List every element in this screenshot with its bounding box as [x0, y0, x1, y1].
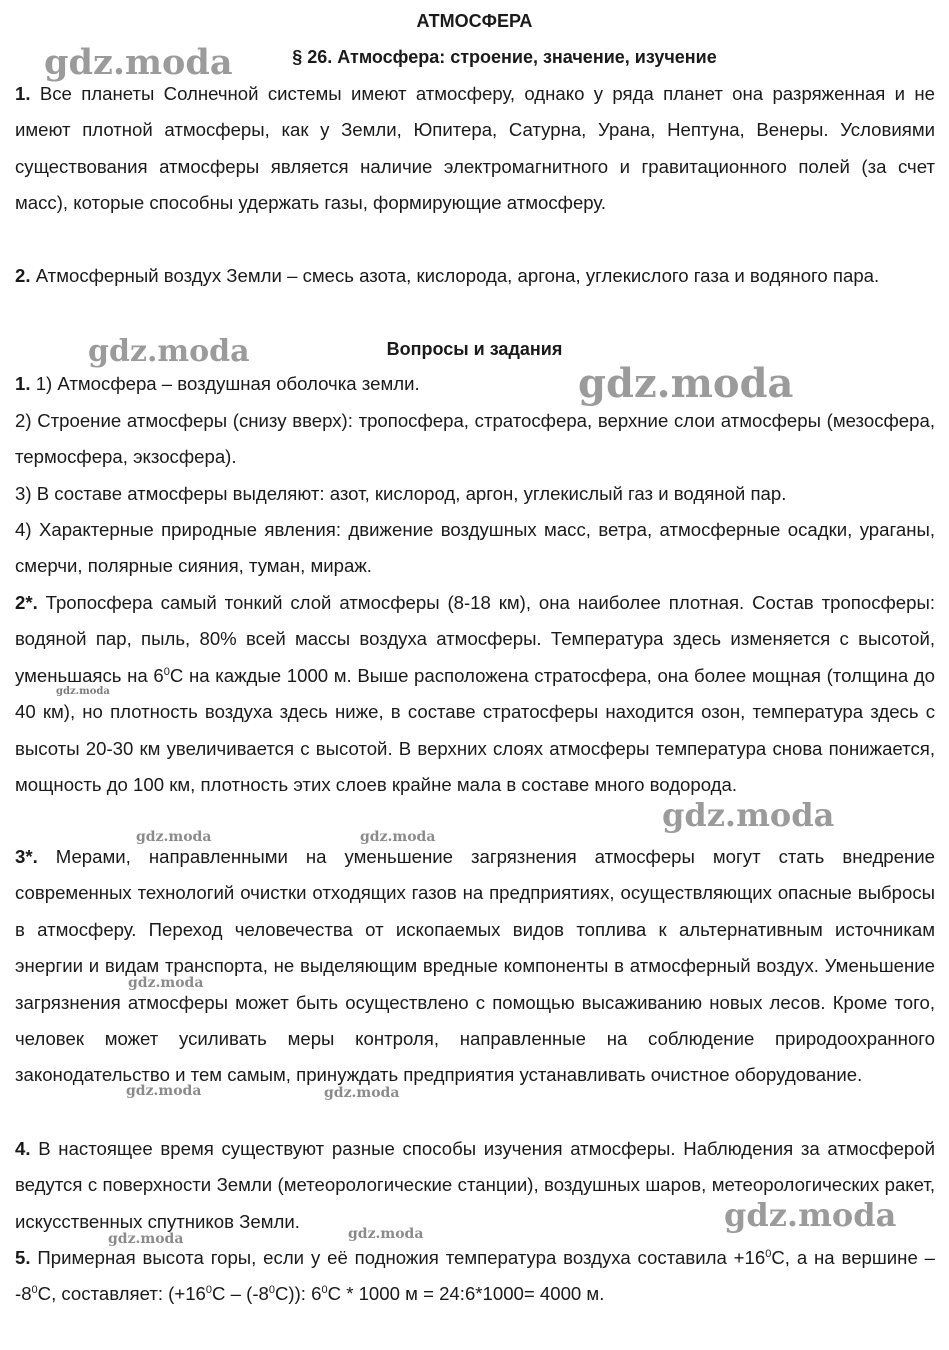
watermark: gdz.moda — [56, 686, 110, 697]
answer-text: Примерная высота горы, если у её подножия температура воздуха составила +16 — [37, 1247, 766, 1268]
degree-sup: 0 — [163, 665, 170, 678]
intro-paragraph-2 — [15, 258, 935, 294]
answer-1-item-2: 2) Строение атмосферы (снизу вверх): тропосфера, стратосфера, верхние слои атмосферы (мезосфера, термосфера, экзосфера). — [15, 410, 935, 468]
paragraph-text: Атмосферный воздух Земли – смесь азота, кислорода, аргона, углекислого газа и водяного пара. — [35, 265, 880, 286]
degree-sup: 0 — [31, 1284, 38, 1297]
answer-text: В настоящее время существуют разные способы изучения атмосферы. Наблюдения за атмосферой ведутся с поверхности Земли (метеорологические станции), воздушных шаров, метеорологических ракет, искусственных спутников Земли. — [15, 1138, 935, 1232]
answer-1-item-3: 3) В составе атмосферы выделяют: азот, кислород, аргон, углекислый газ и водяной пар. — [15, 483, 787, 504]
watermark: gdz.moda — [724, 1196, 897, 1234]
questions-heading: Вопросы и задания — [386, 339, 563, 359]
degree-sup: 0 — [321, 1284, 328, 1297]
intro-paragraph-1 — [15, 76, 935, 222]
answer-2 — [15, 585, 935, 803]
degree-sup: 0 — [765, 1248, 772, 1260]
answer-1-line-1 — [15, 366, 935, 402]
section-title: § 26. Атмосфера: строение, значение, изучение — [292, 47, 717, 67]
paragraph-text: Все планеты Солнечной системы имеют атмосферу, однако у ряда планет она разряженная и не имеют плотной атмосферы, как у Земли, Юпитера, Сатурна, Урана, Нептуна, Венеры. Условиями существования атмосферы является наличие электромагнитного и гравитационного полей (за счет масс), которые способны удержать газы, формирующие атмосферу. — [15, 83, 935, 214]
answer-text: С, а на вершине – -8 — [15, 1247, 936, 1305]
answer-3 — [15, 839, 935, 1094]
answer-text: С * 1000 м = 24:6*1000= 4000 м. — [327, 1283, 605, 1305]
answer-number: 2*. — [15, 592, 38, 613]
watermark: gdz.moda — [348, 1226, 424, 1242]
answer-text: С – (-8 — [212, 1283, 269, 1305]
paragraph-number: 2. — [15, 265, 31, 286]
answer-text: Тропосфера самый тонкий слой атмосферы (8-18 км), она наиболее плотная. Состав тропосферы: водяной пар, пыль, 80% всей массы воздуха атмосферы. Температура здесь изменяется с высотой, уменьшаясь на 6 — [15, 592, 935, 686]
answer-1-item-4: 4) Характерные природные явления: движение воздушных масс, ветра, атмосферные осадки, ураганы, смерчи, полярные сияния, туман, мираж. — [15, 519, 935, 577]
answer-number: 4. — [15, 1138, 31, 1159]
degree-sup: 0 — [268, 1284, 275, 1297]
watermark: gdz.moda — [126, 1083, 202, 1099]
answer-text: 1) Атмосфера – воздушная оболочка земли. — [35, 373, 420, 394]
answer-text: Мерами, направленными на уменьшение загрязнения атмосферы могут стать внедрение современных технологий очистки отходящих газов на предприятиях, осуществляющих опасные выбросы в атмосферу. Переход человечества от ископаемых видов топлива к альтернативным источникам энергии и видам транспорта, не выделяющим вредные компоненты в атмосферный воздух. Уменьшение загрязнения атмосферы может быть осуществлено с помощью высаживанию новых лесов. Кроме того, человек может усиливать меры контроля, направленные на соблюдение природоохранного законодательство и тем самым, принуждать предприятия устанавливать очистное оборудование. — [15, 846, 935, 1086]
watermark: gdz.moda — [360, 829, 436, 845]
watermark: gdz.moda — [324, 1085, 400, 1101]
answer-number: 1. — [15, 373, 31, 394]
answer-text: С)): 6 — [274, 1283, 322, 1305]
watermark: gdz.moda — [578, 360, 794, 407]
answer-5 — [15, 1240, 935, 1313]
watermark: gdz.moda — [128, 975, 204, 991]
chapter-title: АТМОСФЕРА — [416, 11, 533, 31]
answer-text: С, составляет: (+16 — [37, 1283, 206, 1305]
paragraph-number: 1. — [15, 83, 31, 104]
watermark: gdz.moda — [108, 1231, 184, 1247]
watermark: gdz.moda — [88, 334, 250, 369]
watermark: gdz.moda — [44, 42, 233, 83]
degree-sup: 0 — [205, 1284, 213, 1297]
watermark: gdz.moda — [662, 796, 835, 834]
answer-number: 5. — [15, 1247, 31, 1268]
watermark: gdz.moda — [136, 829, 212, 845]
answer-text: С на каждые 1000 м. Выше расположена стратосфера, она более мощная (толщина до 40 км), но плотность воздуха здесь ниже, в составе стратосферы находится озон, температура здесь с высоты 20-30 км увеличивается с высотой. В верхних слоях атмосферы температура снова понижается, мощность до 100 км, плотность этих слоев крайне мала в составе много водорода. — [15, 664, 936, 796]
answer-number: 3*. — [15, 846, 38, 867]
